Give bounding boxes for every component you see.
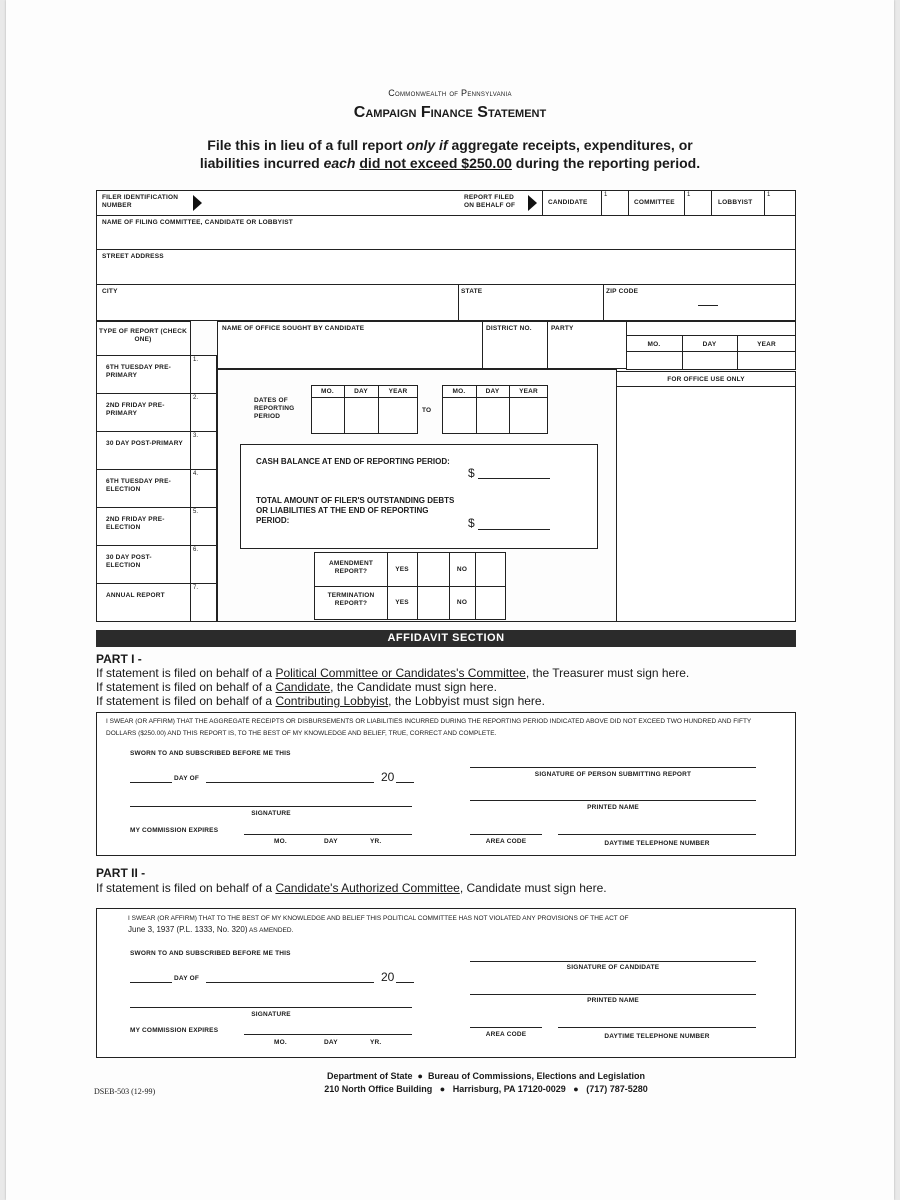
area-code-field[interactable]: [470, 820, 542, 834]
candidate-option[interactable]: CANDIDATE: [548, 199, 588, 206]
report-type-label: 6TH TUESDAY PRE-ELECTION: [106, 478, 171, 493]
termination-label: TERMINATION REPORT?: [327, 592, 375, 607]
report-type-number: 1.: [193, 357, 199, 363]
report-type-label: 2ND FRIDAY PRE-ELECTION: [106, 516, 165, 531]
printed-name-field[interactable]: [470, 786, 756, 800]
instructions: File this in lieu of a full report only if aggregate receipts, expenditures, or liabilities incurred each did not exceed $250.00 during the reporting period.: [199, 137, 701, 171]
commission-expires-field-2[interactable]: [244, 1020, 412, 1034]
commonwealth-label: Commonwealth of Pennsylvania: [388, 88, 512, 98]
lobbyist-option[interactable]: LOBBYIST: [718, 199, 753, 206]
month-field-2[interactable]: [206, 969, 374, 982]
street-label: STREET ADDRESS: [102, 253, 164, 260]
day-field[interactable]: [130, 769, 172, 782]
filer-id-label: FILER IDENTIFICATION NUMBER: [102, 194, 179, 209]
part2-title: PART II -: [96, 866, 146, 880]
phone-field-2[interactable]: [558, 1013, 756, 1027]
zip-field[interactable]: [604, 285, 795, 320]
district-label: DISTRICT NO.: [486, 325, 532, 332]
election-month-field[interactable]: [627, 352, 681, 369]
total-debts-label: TOTAL AMOUNT OF FILER'S OUTSTANDING DEBTS OR LIABILITIES AT THE END OF REPORTING PERIOD:: [256, 496, 455, 525]
report-type-number: 2.: [193, 395, 199, 401]
state-field[interactable]: [459, 285, 602, 320]
election-year-field[interactable]: [738, 352, 795, 369]
state-label: STATE: [461, 288, 483, 295]
candidate-signature-field[interactable]: [470, 947, 756, 961]
office-label: NAME OF OFFICE SOUGHT BY CANDIDATE: [222, 325, 365, 332]
submitter-signature-field[interactable]: [470, 752, 756, 767]
period-start-field[interactable]: [312, 398, 417, 433]
report-type-row: [96, 431, 191, 470]
footer-address: Department of State ● Bureau of Commissions, Elections and Legislation 210 North Office Building ● Harrisburg, PA 17120-0029 ● (717) 787-5280: [324, 1071, 648, 1094]
form-sheet: Commonwealth of Pennsylvania Campaign Finance Statement File this in lieu of a full report only if aggregate receipts, expenditures, or liabilities incurred each did not exceed $250.00 during the reporting period. FILER IDENTIFICATION NUMBER REPORT FILED ON BEHALF OF CANDIDATE 1 COMMITTEE 1 LOBBYIST 1 NAME OF FILING COMMITTEE, CANDIDATE OR LOBBYIST STREET ADDRESS CITY STATE ZIP CODE TYPE OF REPORT (CHECK ONE) 6TH TUESDAY PRE-PRIMARY 1. 2ND FRIDAY PRE-PRIMARY 2. 30 DAY POST-PRIMARY 3. 6TH TUESDAY PRE-ELECTION 4. 2ND FRIDAY PRE-ELECTION 5. 30 DAY POST-ELECTION 6. ANNUAL REPORT 7. NAME OF OFFICE SOUGHT BY CANDIDATE DISTRICT NO. PARTY DATE OF ELECTION MO. DAY YEAR FOR OFFICE USE ONLY DATES OF REPORTING PERIOD MO. DAY YEAR TO MO. DAY YEAR CASH BALANCE AT END OF REPORTING PERIOD: $ TOTAL AMOUNT OF FILER'S OUTSTANDING DEBTS OR LIABILITIES AT THE END OF REPORTING PERIOD: $ AMENDMENT REPORT? YES NO TERMINATION REPORT? YES NO AFFIDAVIT SECTION PART I - If statement is filed on behalf of a Political Committee or Candidates's Committee, the Treasurer must sign here. If statement is filed on behalf of a Candidate, the Candidate must sign here. If statement is filed on behalf of a Contributing Lobbyist, the Lobbyist must sign here. I SWEAR (OR AFFIRM) THAT THE AGGREGATE RECEIPTS OR DISBURSEMENTS OR LIABILITIES INCURRED DURING THE REPORTING PERIOD INDICATED ABOVE DID NOT EXCEED TWO HUNDRED AND FIFTY DOLLARS ($250.00) AND THIS REPORT IS, TO THE BEST OF MY KNOWLEDGE AND BELIEF, TRUE, CORRECT AND COMPLETE. SWORN TO AND SUBSCRIBED BEFORE ME THIS DAY OF 20 SIGNATURE MY COMMISSION EXPIRES MO. DAY YR. SIGNATURE OF PERSON SUBMITTING REPORT PRINTED NAME AREA CODE DAYTIME TELEPHONE NUMBER PART II - If statement is filed on behalf of a Candidate's Authorized Committee, Candidate must sign here. I SWEAR (OR AFFIRM) THAT TO THE BEST OF MY KNOWLEDGE AND BELIEF THIS POLITICAL COMMITTEE HAS NOT VIOLATED ANY PROVISIONS OF THE ACT OF June 3, 1937 (P.L. 1333, No. 320) AS AMENDED. SWORN TO AND SUBSCRIBED BEFORE ME THIS DAY OF 20 SIGNATURE MY COMMISSION EXPIRES MO. DAY YR. SIGNATURE OF CANDIDATE PRINTED NAME AREA CODE DAYTIME TELEPHONE NUMBER DSEB-503 (12-99) Department of State ● Bureau of Commissions, Elections and Legislation 210 North Office Building ● Harrisburg, PA 17120-0029 ● (717) 787-5280: [6, 0, 894, 1200]
termination-yes-checkbox[interactable]: [418, 587, 448, 619]
commission-expires-field[interactable]: [244, 820, 412, 834]
office-use-area: [616, 386, 796, 622]
report-type-number: 4.: [193, 471, 199, 477]
report-filed-label: REPORT FILED ON BEHALF OF: [464, 194, 516, 209]
zip-label: ZIP CODE: [606, 288, 639, 295]
period-end-field[interactable]: [443, 398, 547, 433]
notary-signature-field-2[interactable]: [130, 993, 412, 1007]
phone-field[interactable]: [558, 820, 756, 834]
amendment-label: AMENDMENT REPORT?: [328, 560, 374, 575]
amendment-yes-checkbox[interactable]: [418, 553, 448, 585]
area-code-field-2[interactable]: [470, 1013, 542, 1027]
filer-id-field[interactable]: [206, 191, 456, 215]
part1-instructions: If statement is filed on behalf of a Political Committee or Candidates's Committee, the Treasurer must sign here. If statement is filed on behalf of a Candidate, the Candidate must sign here. If statement is filed on behalf of a Contributing Lobbyist, the Lobbyist must sign here.: [96, 666, 690, 708]
arrow-icon: [528, 195, 537, 211]
notary-signature-field[interactable]: [130, 792, 412, 806]
form-title: Campaign Finance Statement: [353, 104, 547, 121]
report-type-row: [96, 583, 191, 622]
termination-no-checkbox[interactable]: [476, 587, 505, 619]
arrow-icon: [193, 195, 202, 211]
cash-balance-field[interactable]: [478, 464, 550, 478]
report-type-label: 2ND FRIDAY PRE-PRIMARY: [106, 402, 165, 417]
report-type-number: 3.: [193, 433, 199, 439]
city-field[interactable]: [97, 285, 457, 320]
election-day-field[interactable]: [683, 352, 736, 369]
total-debts-field[interactable]: [478, 515, 550, 529]
to-label: TO: [422, 407, 432, 414]
form-number: DSEB-503 (12-99): [94, 1087, 156, 1096]
report-type-label: ANNUAL REPORT: [106, 592, 165, 599]
report-type-number: 6.: [193, 547, 199, 553]
dates-label: DATES OF REPORTING PERIOD: [254, 397, 295, 420]
report-type-number: 5.: [193, 509, 199, 515]
report-type-label: 30 DAY POST-ELECTION: [106, 554, 152, 569]
month-field[interactable]: [206, 769, 374, 782]
day-field-2[interactable]: [130, 969, 172, 982]
printed-name-field-2[interactable]: [470, 980, 756, 994]
type-label: TYPE OF REPORT (CHECK ONE): [99, 328, 187, 343]
committee-option[interactable]: COMMITTEE: [634, 199, 675, 206]
city-label: CITY: [102, 288, 118, 295]
part1-title: PART I -: [96, 652, 142, 666]
name-label: NAME OF FILING COMMITTEE, CANDIDATE OR LOBBYIST: [102, 219, 293, 226]
party-label: PARTY: [551, 325, 574, 332]
cash-balance-label: CASH BALANCE AT END OF REPORTING PERIOD:: [256, 457, 450, 466]
report-type-label: 6TH TUESDAY PRE-PRIMARY: [106, 364, 171, 379]
oath2-text: I SWEAR (OR AFFIRM) THAT TO THE BEST OF MY KNOWLEDGE AND BELIEF THIS POLITICAL COMMITTEE HAS NOT VIOLATED ANY PROVISIONS OF THE ACT OF June 3, 1937 (P.L. 1333, No. 320) AS AMENDED.: [128, 915, 629, 934]
street-field[interactable]: [96, 249, 796, 285]
part2-instructions: If statement is filed on behalf of a Candidate's Authorized Committee, Candidate must sign here.: [96, 881, 607, 895]
amendment-no-checkbox[interactable]: [476, 553, 505, 585]
oath1-text: I SWEAR (OR AFFIRM) THAT THE AGGREGATE RECEIPTS OR DISBURSEMENTS OR LIABILITIES INCURRED DURING THE REPORTING PERIOD INDICATED ABOVE DID NOT EXCEED TWO HUNDRED AND FIFTY DOLLARS ($250.00) AND THIS REPORT IS, TO THE BEST OF MY KNOWLEDGE AND BELIEF, TRUE, CORRECT AND COMPLETE.: [106, 718, 752, 737]
report-type-label: 30 DAY POST-PRIMARY: [106, 440, 183, 447]
report-type-number: 7.: [193, 585, 199, 591]
sworn-label: SWORN TO AND SUBSCRIBED BEFORE ME THIS: [130, 750, 291, 757]
